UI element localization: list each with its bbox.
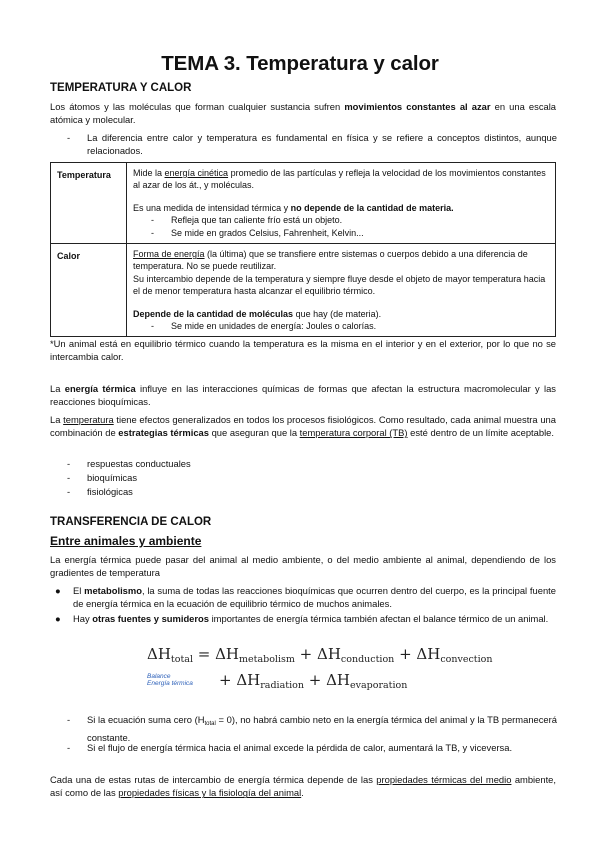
list-item: - bioquímicas: [67, 472, 138, 483]
list-item: - Se mide en unidades de energía: Joules o calorías.: [151, 321, 377, 332]
definition-cell: Forma de energía (la última) que se transfiere entre sistemas o cuerpos debido a una diferencia de temperatura. No se puede reutilizar. Su intercambio depende de la temperatura y siempre fluye desde el objeto de mayor temperatura hacia el de menor temperatura hasta alcanzar el equilibrio térmico. Depende de la cantidad de moléculas que hay (de materia). - Se mide en unidades de energía: Joules o calorías.: [127, 244, 556, 337]
concept-table: [50, 162, 556, 337]
heat-transfer-intro: La energía térmica puede pasar del animal al medio ambiente, o del medio ambiente al animal, dependiendo de los gradientes de temperatura: [50, 554, 556, 579]
equation-annotation: Balance Energía térmica: [147, 673, 193, 687]
list-item: - Refleja que tan caliente frío está un objeto.: [151, 215, 343, 226]
temperature-paragraph: La temperatura tiene efectos generalizados en todos los procesos fisiológicos. Como resultado, cada animal muestra una combinación de estrategias térmicas que aseguran que la temperatura corporal (TB) esté dentro de un límite aceptable.: [50, 414, 556, 439]
list-item: - fisiológicas: [67, 486, 133, 497]
list-item: ● El metabolismo, la suma de todas las reacciones bioquímicas que ocurren dentro del cuerpo, es la principal fuente de energía térmica en la ecuación de equilibrio térmico de muchos animales.: [55, 585, 556, 610]
table-row: [51, 244, 556, 337]
list-item: ● Hay otras fuentes y sumideros importantes de energía térmica también afectan el balance térmico de un animal.: [55, 613, 549, 624]
list-item: - Si el flujo de energía térmica hacia el animal excede la pérdida de calor, aumentará la TB, y viceversa.: [67, 742, 513, 753]
heat-balance-equation: $\Delta H_{total} = \Delta H_{metabolism} + \Delta H_{conduction} + \Delta H_{convection}$ Balance Energía térmica + $\Delta H_{radiation} + \Delta H_{evaporation}$: [147, 645, 493, 691]
thermal-energy-paragraph: La energía térmica influye en las interacciones químicas de formas que afectan la estructura macromolecular y las reacciones bioquímicas.: [50, 383, 556, 408]
term-cell: Calor: [51, 244, 127, 337]
section-heading-temperatura-calor: TEMPERATURA Y CALOR: [50, 82, 192, 94]
list-item: - Se mide en grados Celsius, Fahrenheit, Kelvin...: [151, 227, 364, 238]
closing-paragraph: Cada una de estas rutas de intercambio de energía térmica depende de las propiedades térmicas del medio ambiente, así como de las propiedades físicas y la fisiología del animal.: [50, 774, 556, 799]
section-heading-transferencia: TRANSFERENCIA DE CALOR: [50, 516, 212, 528]
definition-cell: Mide la energía cinética promedio de las partículas y refleja la velocidad de los movimientos constantes al azar de los át., y moléculas. Es una medida de intensidad térmica y no depende de la cantidad de materia. - Refleja que tan caliente frío está un objeto. - Se mide en grados Celsius, Fahrenheit, Kelvin...: [127, 163, 556, 244]
table-footnote: *Un animal está en equilibrio térmico cuando la temperatura es la misma en el interior y en el exterior, por lo que no se intercambia calor.: [50, 338, 556, 363]
subsection-heading: Entre animales y ambiente: [50, 534, 202, 548]
difference-note: - La diferencia entre calor y temperatura es fundamental en física y se refiere a conceptos distintos, aunque relacionados.: [67, 132, 557, 157]
intro-paragraph: Los átomos y las moléculas que forman cualquier sustancia sufren movimientos constantes al azar en una escala atómica y molecular.: [50, 101, 557, 126]
term-cell: Temperatura: [51, 163, 127, 244]
list-item: - Si la ecuación suma cero $(H_{total} = 0)$, no habrá cambio neto en la energía térmica del animal y la TB permanecerá constante.: [67, 714, 557, 744]
list-item: - respuestas conductuales: [67, 458, 191, 469]
table-row: [51, 163, 556, 244]
page-title: TEMA 3. Temperatura y calor: [161, 52, 439, 75]
